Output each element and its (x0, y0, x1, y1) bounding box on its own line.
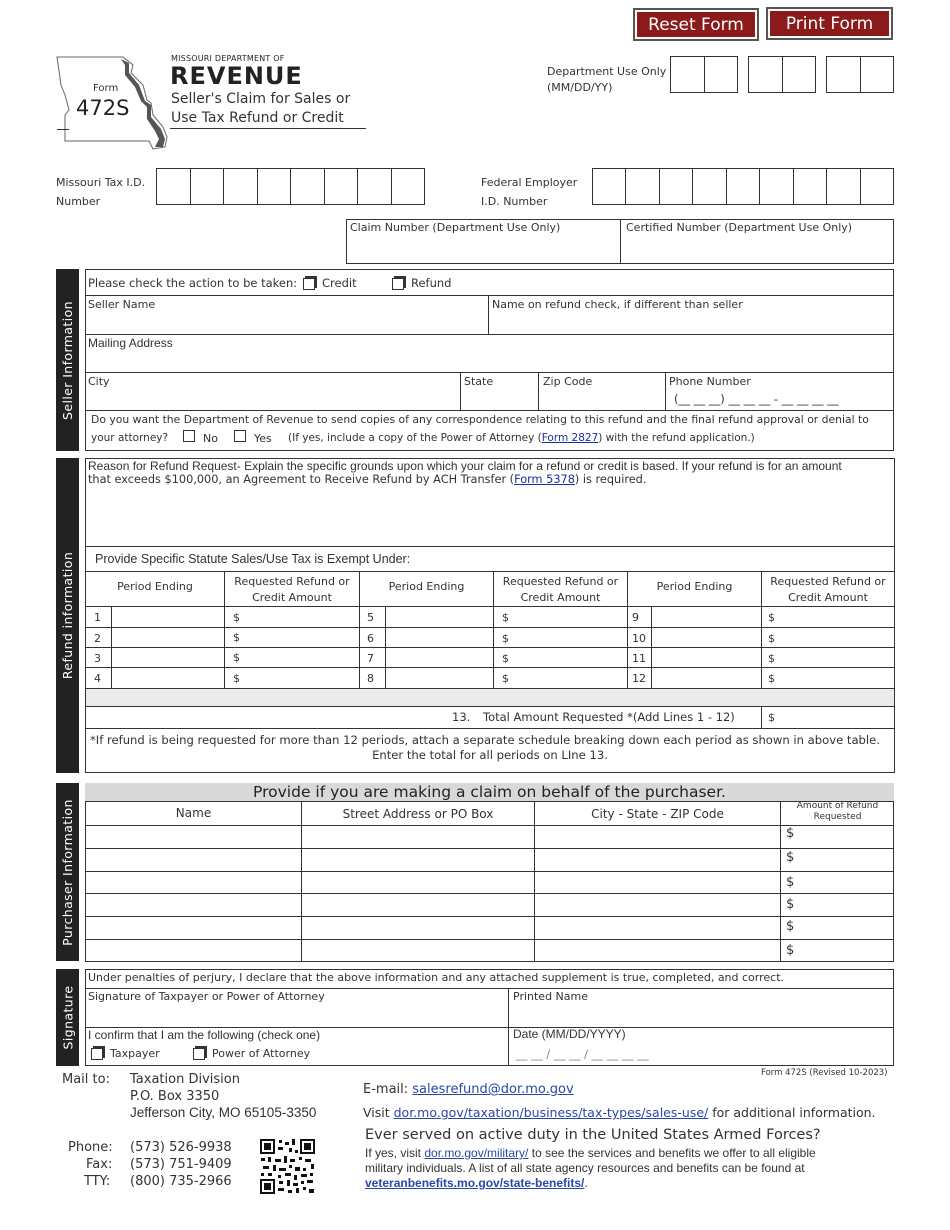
requested-header-3b: Credit Amount (788, 591, 868, 604)
yes-label: Yes (254, 432, 272, 445)
form-revision: Form 472S (Revised 10-2023) (761, 1068, 888, 1078)
print-form-button[interactable]: Print Form (766, 7, 893, 40)
requested-header-1: Requested Refund or (234, 575, 350, 588)
poa-note-pre: (If yes, include a copy of the Power of Attorney ( (288, 432, 542, 444)
fein-field[interactable] (592, 168, 894, 205)
rule (85, 571, 895, 572)
veteran-pre: If yes, visit (365, 1146, 422, 1160)
dollar-sign: $ (233, 631, 240, 644)
rule (493, 571, 494, 688)
purchaser-amount-field[interactable]: $ (786, 943, 795, 958)
rule (460, 372, 461, 410)
taxpayer-checkbox[interactable] (91, 1048, 103, 1060)
title-underline (170, 128, 366, 129)
mail-to-label: Mail to: (62, 1072, 110, 1087)
dept-use-dd-field[interactable] (748, 56, 816, 93)
requested-header-3: Requested Refund or (770, 575, 886, 588)
rule (85, 647, 895, 648)
veteran-benefits-link[interactable]: veteranbenefits.mo.gov/state-benefits/ (365, 1176, 585, 1190)
attorney-no-checkbox[interactable] (183, 430, 195, 442)
purchaser-banner: Provide if you are making a claim on behalf of the purchaser. (85, 783, 894, 801)
dollar-sign: $ (233, 672, 240, 685)
form-word: Form (93, 83, 119, 94)
dollar-sign: $ (768, 652, 775, 665)
mo-tax-id-field[interactable] (156, 168, 425, 205)
dept-use-yy-field[interactable] (826, 56, 894, 93)
purchaser-amount-header: Amount of Refund (796, 801, 879, 811)
rule (85, 728, 895, 729)
confirm-label: I confirm that I am the following (check one) (88, 1028, 321, 1042)
rule (761, 706, 762, 728)
claim-number-field[interactable]: Claim Number (Department Use Only) (350, 221, 561, 234)
zip-field[interactable]: Zip Code (543, 375, 593, 388)
rule (85, 848, 894, 849)
statute-field[interactable]: Provide Specific Statute Sales/Use Tax is Exempt Under: (95, 552, 411, 566)
seller-info-sidebar: Seller Information (56, 269, 79, 451)
tty-label: TTY: (84, 1174, 111, 1189)
line-number: 12 (632, 672, 646, 685)
veteran-heading: Ever served on active duty in the United States Armed Forces? (365, 1127, 821, 1143)
requested-header-2b: Credit Amount (520, 591, 601, 604)
purchaser-info-sidebar: Purchaser Information (56, 783, 79, 961)
line-number: 8 (367, 672, 374, 685)
line-number: 3 (94, 652, 101, 665)
refund-info-sidebar: Refund information (56, 458, 79, 773)
rule (85, 871, 894, 872)
dept-use-format: (MM/DD/YY) (547, 81, 613, 94)
line-number: 10 (632, 632, 646, 645)
dollar-sign: $ (768, 611, 775, 624)
rule (85, 916, 894, 917)
fax-number: (573) 751-9409 (130, 1157, 232, 1172)
line-number: 11 (632, 652, 646, 665)
taxpayer-label: Taxpayer (110, 1047, 160, 1060)
refund-label: Refund (411, 276, 452, 290)
phone-label-footer: Phone: (68, 1140, 113, 1155)
correspondence-prefix: your attorney? (91, 432, 169, 444)
date-field[interactable]: __ __ / __ __ / __ __ __ __ (516, 1047, 649, 1061)
rule (85, 372, 894, 373)
reason-textarea[interactable] (86, 488, 894, 546)
rule (85, 627, 895, 628)
rule (224, 571, 225, 688)
rule (85, 988, 894, 989)
rule (761, 571, 762, 688)
dollar-sign: $ (233, 651, 240, 664)
form-5378-link[interactable]: Form 5378 (514, 473, 575, 486)
poa-checkbox[interactable] (193, 1048, 205, 1060)
reason-ach (88, 473, 646, 486)
purchaser-amount-field[interactable]: $ (786, 875, 795, 890)
form-title-line1: Seller's Claim for Sales or (171, 91, 351, 107)
purchaser-amount-field[interactable]: $ (786, 897, 795, 912)
rule (85, 825, 894, 826)
purchaser-amount-header-2: Requested (813, 812, 862, 822)
purchaser-amount-field[interactable]: $ (786, 826, 795, 841)
requested-header-1b: Credit Amount (252, 591, 332, 604)
form-number: 472S (76, 96, 130, 120)
purchaser-name-header: Name (175, 806, 212, 820)
mail-address-2: P.O. Box 3350 (130, 1089, 220, 1104)
credit-label: Credit (322, 276, 357, 290)
rule (488, 295, 489, 334)
dept-use-label: Department Use Only (547, 65, 667, 78)
dollar-sign: $ (768, 632, 775, 645)
mail-address-1: Taxation Division (130, 1072, 240, 1087)
mailing-address-field[interactable]: Mailing Address (88, 336, 173, 350)
certified-number-field[interactable]: Certified Number (Department Use Only) (626, 221, 853, 234)
fein-label: Federal Employer (481, 176, 578, 189)
dollar-sign: $ (502, 672, 509, 685)
schedule-note-2: Enter the total for all periods on LIne 13. (372, 748, 608, 762)
veteran-post: to see the services and benefits we offer to all eligible (531, 1146, 816, 1160)
rule (85, 706, 895, 707)
phone-number: (573) 526-9938 (130, 1140, 232, 1155)
veteran-line3 (365, 1176, 588, 1190)
action-prompt: Please check the action to be taken: (88, 276, 298, 290)
visit-row (363, 1105, 876, 1120)
military-link[interactable]: dor.mo.gov/military/ (424, 1146, 529, 1160)
table-spacer (86, 689, 894, 706)
seller-name-field[interactable]: Seller Name (88, 298, 156, 311)
reason-prompt: Reason for Refund Request- Explain the specific grounds upon which your claim for a refund or credit is based. If your refund is for an amount (88, 459, 842, 473)
refund-checkbox[interactable] (392, 278, 404, 290)
purchaser-city-header: City - State - ZIP Code (591, 807, 724, 821)
perjury-statement: Under penalties of perjury, I declare that the above information and any attached supplement is true, completed, and correct. (88, 971, 785, 984)
email-label: E-mail: (363, 1082, 409, 1097)
dollar-sign: $ (502, 652, 509, 665)
revenue-logo: REVENUE (170, 62, 303, 90)
rule (85, 295, 894, 296)
mo-tax-id-label-2: Number (56, 195, 101, 208)
attorney-yes-checkbox[interactable] (234, 430, 246, 442)
dollar-sign: $ (502, 632, 509, 645)
rule (85, 667, 895, 668)
fax-label: Fax: (86, 1157, 113, 1172)
mail-address-3: Jefferson City, MO 65105-3350 (130, 1105, 317, 1120)
rule (85, 606, 895, 607)
reason-ach-post: ) is required. (574, 473, 647, 486)
purchaser-amount-field[interactable]: $ (786, 919, 795, 934)
phone-field[interactable]: (__ __ __) __ __ __ - __ __ __ __ (674, 392, 839, 406)
dollar-sign: $ (502, 611, 509, 624)
dept-small-text: MISSOURI DEPARTMENT OF (171, 54, 285, 63)
rule (85, 546, 895, 547)
veteran-line2: military individuals. A list of all state agency resources and benefits can be found at (365, 1161, 805, 1175)
dept-use-mm-field[interactable] (670, 56, 738, 93)
printed-name-field[interactable]: Printed Name (513, 990, 589, 1003)
line-number: 4 (94, 672, 101, 685)
refund-name-field[interactable]: Name on refund check, if different than seller (492, 298, 743, 311)
rule (538, 372, 539, 410)
poa-note (288, 432, 755, 444)
state-field[interactable]: State (464, 375, 494, 388)
line-number: 7 (367, 652, 374, 665)
mo-tax-id-label: Missouri Tax I.D. (56, 176, 146, 189)
line-number: 2 (94, 632, 101, 645)
veteran-line1 (365, 1146, 816, 1160)
total-line-number: 13. (452, 710, 471, 724)
veteran-end: . (584, 1176, 588, 1190)
dollar-sign: $ (233, 611, 240, 624)
date-label: Date (MM/DD/YYYY) (513, 1027, 626, 1041)
credit-checkbox[interactable] (303, 278, 315, 290)
form-title-line2: Use Tax Refund or Credit (171, 110, 344, 126)
line-number: 9 (632, 611, 639, 624)
phone-label: Phone Number (669, 375, 751, 388)
rule (665, 372, 666, 410)
poa-label: Power of Attorney (212, 1047, 311, 1060)
email-link[interactable]: salesrefund@dor.mo.gov (412, 1082, 574, 1097)
period-ending-header-2: Period Ending (388, 580, 465, 593)
signature-field[interactable]: Signature of Taxpayer or Power of Attorney (88, 990, 325, 1003)
period-ending-header-1: Period Ending (117, 580, 193, 593)
line-number: 5 (367, 611, 374, 624)
form-2827-link[interactable]: Form 2827 (541, 432, 599, 444)
correspondence-question: Do you want the Department of Revenue to send copies of any correspondence relating to this refund and the final refund approval or denial to (91, 413, 869, 426)
reason-ach-pre: that exceeds $100,000, an Agreement to Receive Refund by ACH Transfer ( (88, 473, 515, 486)
line-number: 1 (94, 611, 101, 624)
purchaser-amount-field[interactable]: $ (786, 850, 795, 865)
dollar-sign: $ (768, 672, 775, 685)
claim-divider (620, 219, 621, 264)
purchaser-street-header: Street Address or PO Box (342, 807, 494, 821)
total-label: Total Amount Requested *(Add Lines 1 - 12) (483, 710, 735, 724)
tty-number: (800) 735-2966 (130, 1174, 232, 1189)
visit-label: Visit (363, 1105, 390, 1120)
sales-use-link[interactable]: dor.mo.gov/taxation/business/tax-types/sales-use/ (393, 1105, 709, 1120)
rule (85, 334, 894, 335)
email-row (363, 1082, 574, 1097)
visit-post: for additional information. (712, 1105, 876, 1120)
no-label: No (203, 432, 218, 445)
form-number-rule (57, 129, 69, 130)
requested-header-2: Requested Refund or (502, 575, 619, 588)
rule (85, 410, 894, 411)
rule (85, 893, 894, 894)
total-amount-field[interactable]: $ (768, 711, 775, 724)
schedule-note: *If refund is being requested for more than 12 periods, attach a separate schedule breaking down each period as shown in above table. (90, 733, 880, 747)
poa-note-post: ) with the refund application.) (598, 432, 755, 444)
qr-code-icon[interactable] (259, 1138, 316, 1195)
city-field[interactable]: City (88, 375, 110, 388)
signature-sidebar: Signature (56, 969, 79, 1066)
line-number: 6 (367, 632, 374, 645)
period-ending-header-3: Period Ending (656, 580, 733, 593)
fein-label-2: I.D. Number (481, 195, 548, 208)
rule (85, 939, 894, 940)
reset-form-button[interactable]: Reset Form (633, 8, 759, 41)
